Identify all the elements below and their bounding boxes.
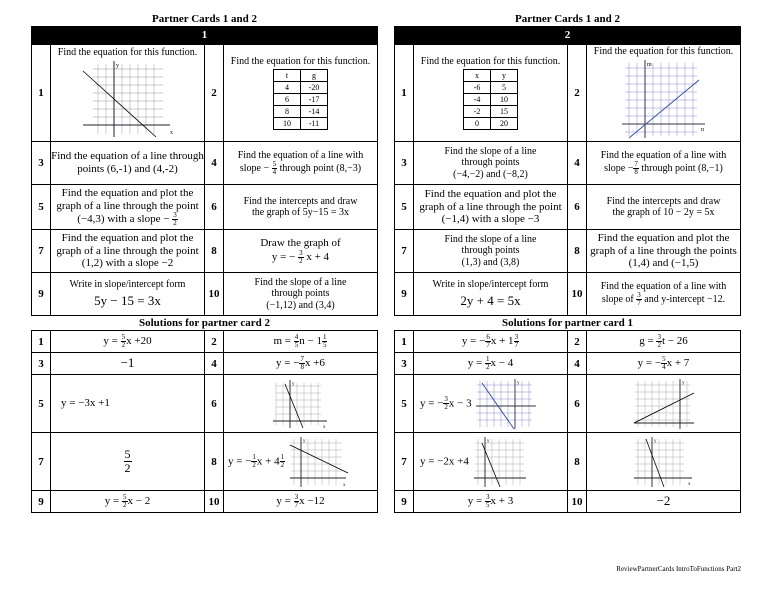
left-solutions-table: [31, 330, 378, 513]
solution-number: 1: [395, 331, 414, 353]
right-title: Partner Cards 1 and 2: [515, 13, 620, 25]
table-cell: 10: [274, 118, 301, 130]
fraction: $\frac{5}{4}$: [662, 355, 666, 371]
table-cell: -6: [464, 82, 491, 94]
card-number: 6: [205, 185, 224, 230]
table-cell: -20: [301, 82, 328, 94]
svg-text:y: y: [115, 62, 119, 69]
left-card-8: Draw the graph of y = − $\frac{3}{2}$ x + 4: [224, 230, 378, 273]
solution-number: 2: [568, 331, 587, 353]
fraction: $\frac{5}{2}$: [124, 447, 131, 475]
right-card-2: Find the equation for this function. m n: [587, 45, 741, 142]
fraction: $\frac{3}{7}$: [294, 493, 299, 509]
right-card-5: Find the equation and plot the graph of a line through the point (−1,4) with a slope −3: [414, 185, 568, 230]
table-cell: -11: [301, 118, 328, 130]
card-number: 3: [32, 142, 51, 185]
left-card-1: Find the equation for this function. y x: [51, 45, 205, 142]
right-card-7: Find the slope of a line through points (1,3) and (3,8): [414, 230, 568, 273]
card-number: 1: [395, 45, 414, 142]
right-card-4: Find the equation of a line with slope − $\frac{7}{8}$ through point (8,−1): [587, 142, 741, 185]
right-card2-graph: [619, 58, 709, 140]
card-number: 3: [395, 142, 414, 185]
left-solution-8: y = − $\frac{1}{2}$ x + 4 $\frac{1}{2}$ y x: [224, 433, 378, 491]
left-card-3: Find the equation of a line through points (6,-1) and (4,-2): [51, 142, 205, 185]
right-solution-4: y = − $\frac{5}{4}$ x + 7: [587, 353, 741, 375]
card-number: 4: [205, 142, 224, 185]
solution-number: 2: [205, 331, 224, 353]
svg-text:y: y: [291, 381, 294, 387]
svg-text:y: y: [517, 380, 520, 386]
left-solution-9: y = $\frac{5}{2}$ x − 2: [51, 491, 205, 513]
card-number: 5: [32, 185, 51, 230]
fraction: $\frac{5}{2}$: [123, 493, 127, 509]
fraction: $\frac{3}{5}$: [486, 493, 490, 509]
right-sol6-graph: [632, 377, 696, 431]
left-card1-graph: [78, 59, 178, 139]
svg-text:x: x: [169, 129, 173, 136]
right-card1-table: [463, 69, 518, 130]
svg-text:x: x: [687, 481, 690, 487]
right-sol7-graph: [472, 435, 528, 489]
solution-number: 1: [32, 331, 51, 353]
right-cards-table: [394, 44, 741, 316]
card-number: 7: [32, 230, 51, 273]
table-header: y: [491, 70, 518, 82]
card-number: 10: [205, 273, 224, 316]
fraction: $\frac{6}{7}$: [486, 333, 490, 349]
left-card-10: Find the slope of a line through points (−1,12) and (3,4): [224, 273, 378, 316]
left-card-6: Find the intercepts and draw the graph of 5y−15 = 3x: [224, 185, 378, 230]
table-cell: 6: [274, 94, 301, 106]
table-cell: 5: [491, 82, 518, 94]
svg-text:n: n: [700, 126, 704, 133]
left-solution-1: y = $\frac{5}{2}$ x +20: [51, 331, 205, 353]
right-solution-2: g = $\frac{3}{2}$ t − 26: [587, 331, 741, 353]
fraction: $\frac{3}{2}$: [657, 333, 661, 349]
fraction: $\frac{1}{2}$: [486, 355, 490, 371]
right-solution-8: [587, 433, 741, 491]
table-cell: 20: [491, 118, 518, 130]
left-sol6-graph: [271, 378, 331, 430]
table-cell: 4: [274, 82, 301, 94]
left-sol8-graph: [288, 435, 350, 489]
solution-number: 6: [568, 375, 587, 433]
right-solution-3: y = $\frac{1}{2}$ x − 4: [414, 353, 568, 375]
card-number: 6: [568, 185, 587, 230]
right-solution-1: y = − $\frac{6}{7}$ x + 1 $\frac{3}{7}$: [414, 331, 568, 353]
left-solution-4: y = − $\frac{7}{8}$ x +6: [224, 353, 378, 375]
left-solution-6: [224, 375, 378, 433]
solution-number: 5: [395, 375, 414, 433]
svg-text:m: m: [646, 61, 652, 68]
right-card-bar: 2: [394, 26, 741, 44]
left-cards-table: [31, 44, 378, 316]
solution-number: 4: [568, 353, 587, 375]
right-solution-10: −2: [587, 491, 741, 513]
left-solution-3: −1: [51, 353, 205, 375]
solution-number: 10: [205, 491, 224, 513]
slope-fraction: $\frac{5}{4}$: [272, 160, 277, 177]
right-panel: [394, 12, 741, 513]
card-number: 5: [395, 185, 414, 230]
slope-fraction: $\frac{3}{2}$: [173, 211, 177, 228]
left-solution-7: [51, 433, 205, 491]
table-header: x: [464, 70, 491, 82]
left-card-9: Write in slope/intercept form 5y − 15 = 3x: [51, 273, 205, 316]
card-number: 10: [568, 273, 587, 316]
solution-number: 3: [32, 353, 51, 375]
fraction: $\frac{1}{2}$: [252, 453, 256, 469]
solution-number: 8: [205, 433, 224, 491]
right-card-1: Find the equation for this function. x y -6 5 -4 10 -2 15 0 20: [414, 45, 568, 142]
left-title: Partner Cards 1 and 2: [152, 13, 257, 25]
solution-number: 10: [568, 491, 587, 513]
left-card-7: Find the equation and plot the graph of a line through the point (1,2) with a slope −2: [51, 230, 205, 273]
right-solution-7: y = −2x +4 y: [414, 433, 568, 491]
card-number: 1: [32, 45, 51, 142]
solution-number: 9: [32, 491, 51, 513]
right-sol5-graph: [474, 377, 538, 431]
fraction: $\frac{3}{7}$: [514, 333, 519, 349]
table-cell: -17: [301, 94, 328, 106]
left-card-2: Find the equation for this function. t g 4 -20 6 -17 8 -14 10 -11: [224, 45, 378, 142]
right-solution-6: [587, 375, 741, 433]
slope-fraction: $\frac{7}{8}$: [634, 160, 638, 177]
card-number: 9: [32, 273, 51, 316]
table-cell: 15: [491, 106, 518, 118]
table-cell: 8: [274, 106, 301, 118]
svg-text:y: y: [486, 438, 490, 444]
right-solutions-table: [394, 330, 741, 513]
left-solution-2: m = $\frac{4}{5}$ n − 1 $\frac{1}{5}$: [224, 331, 378, 353]
right-card-9: Write in slope/intercept form 2y + 4 = 5x: [414, 273, 568, 316]
solution-number: 7: [395, 433, 414, 491]
right-card-6: Find the intercepts and draw the graph of 10 − 2y = 5x: [587, 185, 741, 230]
solution-number: 6: [205, 375, 224, 433]
solution-number: 3: [395, 353, 414, 375]
fraction: $\frac{4}{5}$: [294, 333, 299, 349]
solution-number: 5: [32, 375, 51, 433]
right-solutions-title: Solutions for partner card 1: [502, 317, 633, 329]
right-solution-5: y = − $\frac{3}{2}$ x − 3 y: [414, 375, 568, 433]
right-card-8: Find the equation and plot the graph of a line through the points (1,4) and (−1,5): [587, 230, 741, 273]
card-number: 2: [205, 45, 224, 142]
fraction: $\frac{3}{2}$: [444, 395, 448, 411]
svg-text:x: x: [342, 482, 346, 488]
card-number: 7: [395, 230, 414, 273]
right-card-3: Find the slope of a line through points (−4,−2) and (−8,2): [414, 142, 568, 185]
card-number: 8: [568, 230, 587, 273]
fraction: $\frac{1}{5}$: [322, 333, 327, 349]
fraction: $\frac{7}{8}$: [300, 355, 304, 371]
fraction: $\frac{1}{2}$: [280, 453, 285, 469]
table-cell: -14: [301, 106, 328, 118]
card-number: 9: [395, 273, 414, 316]
left-card-5: Find the equation and plot the graph of a line through the point (−4,3) with a slope − $\frac{3}{2}$: [51, 185, 205, 230]
slope-fraction: $\frac{3}{7}$: [637, 291, 641, 308]
solution-number: 7: [32, 433, 51, 491]
card-number: 2: [568, 45, 587, 142]
right-solution-9: y = $\frac{3}{5}$ x + 3: [414, 491, 568, 513]
left-panel: [31, 12, 378, 513]
slope-fraction: $\frac{3}{2}$: [299, 248, 303, 265]
table-header: t: [274, 70, 301, 82]
solution-number: 8: [568, 433, 587, 491]
footer-label: ReviewPartnerCards IntroToFunctions Part2: [616, 565, 741, 573]
svg-text:y: y: [681, 380, 684, 386]
right-card-10: Find the equation of a line with slope of $\frac{3}{7}$ and y-intercept −12.: [587, 273, 741, 316]
left-solution-5: y = −3x +1: [51, 375, 205, 433]
fraction: $\frac{5}{2}$: [121, 333, 126, 349]
table-cell: -2: [464, 106, 491, 118]
table-header: g: [301, 70, 328, 82]
table-cell: -4: [464, 94, 491, 106]
left-solution-10: y = $\frac{3}{7}$ x −12: [224, 491, 378, 513]
right-sol8-graph: [632, 435, 696, 489]
card-number: 8: [205, 230, 224, 273]
left-card2-table: [273, 69, 328, 130]
table-cell: 0: [464, 118, 491, 130]
solution-number: 9: [395, 491, 414, 513]
svg-text:y: y: [302, 438, 306, 444]
left-solutions-title: Solutions for partner card 2: [139, 317, 270, 329]
svg-text:x: x: [322, 424, 325, 430]
svg-text:y: y: [653, 438, 656, 444]
solution-number: 4: [205, 353, 224, 375]
left-card-bar: 1: [31, 26, 378, 44]
card-number: 4: [568, 142, 587, 185]
table-cell: 10: [491, 94, 518, 106]
left-card-4: Find the equation of a line with slope − $\frac{5}{4}$ through point (8,−3): [224, 142, 378, 185]
